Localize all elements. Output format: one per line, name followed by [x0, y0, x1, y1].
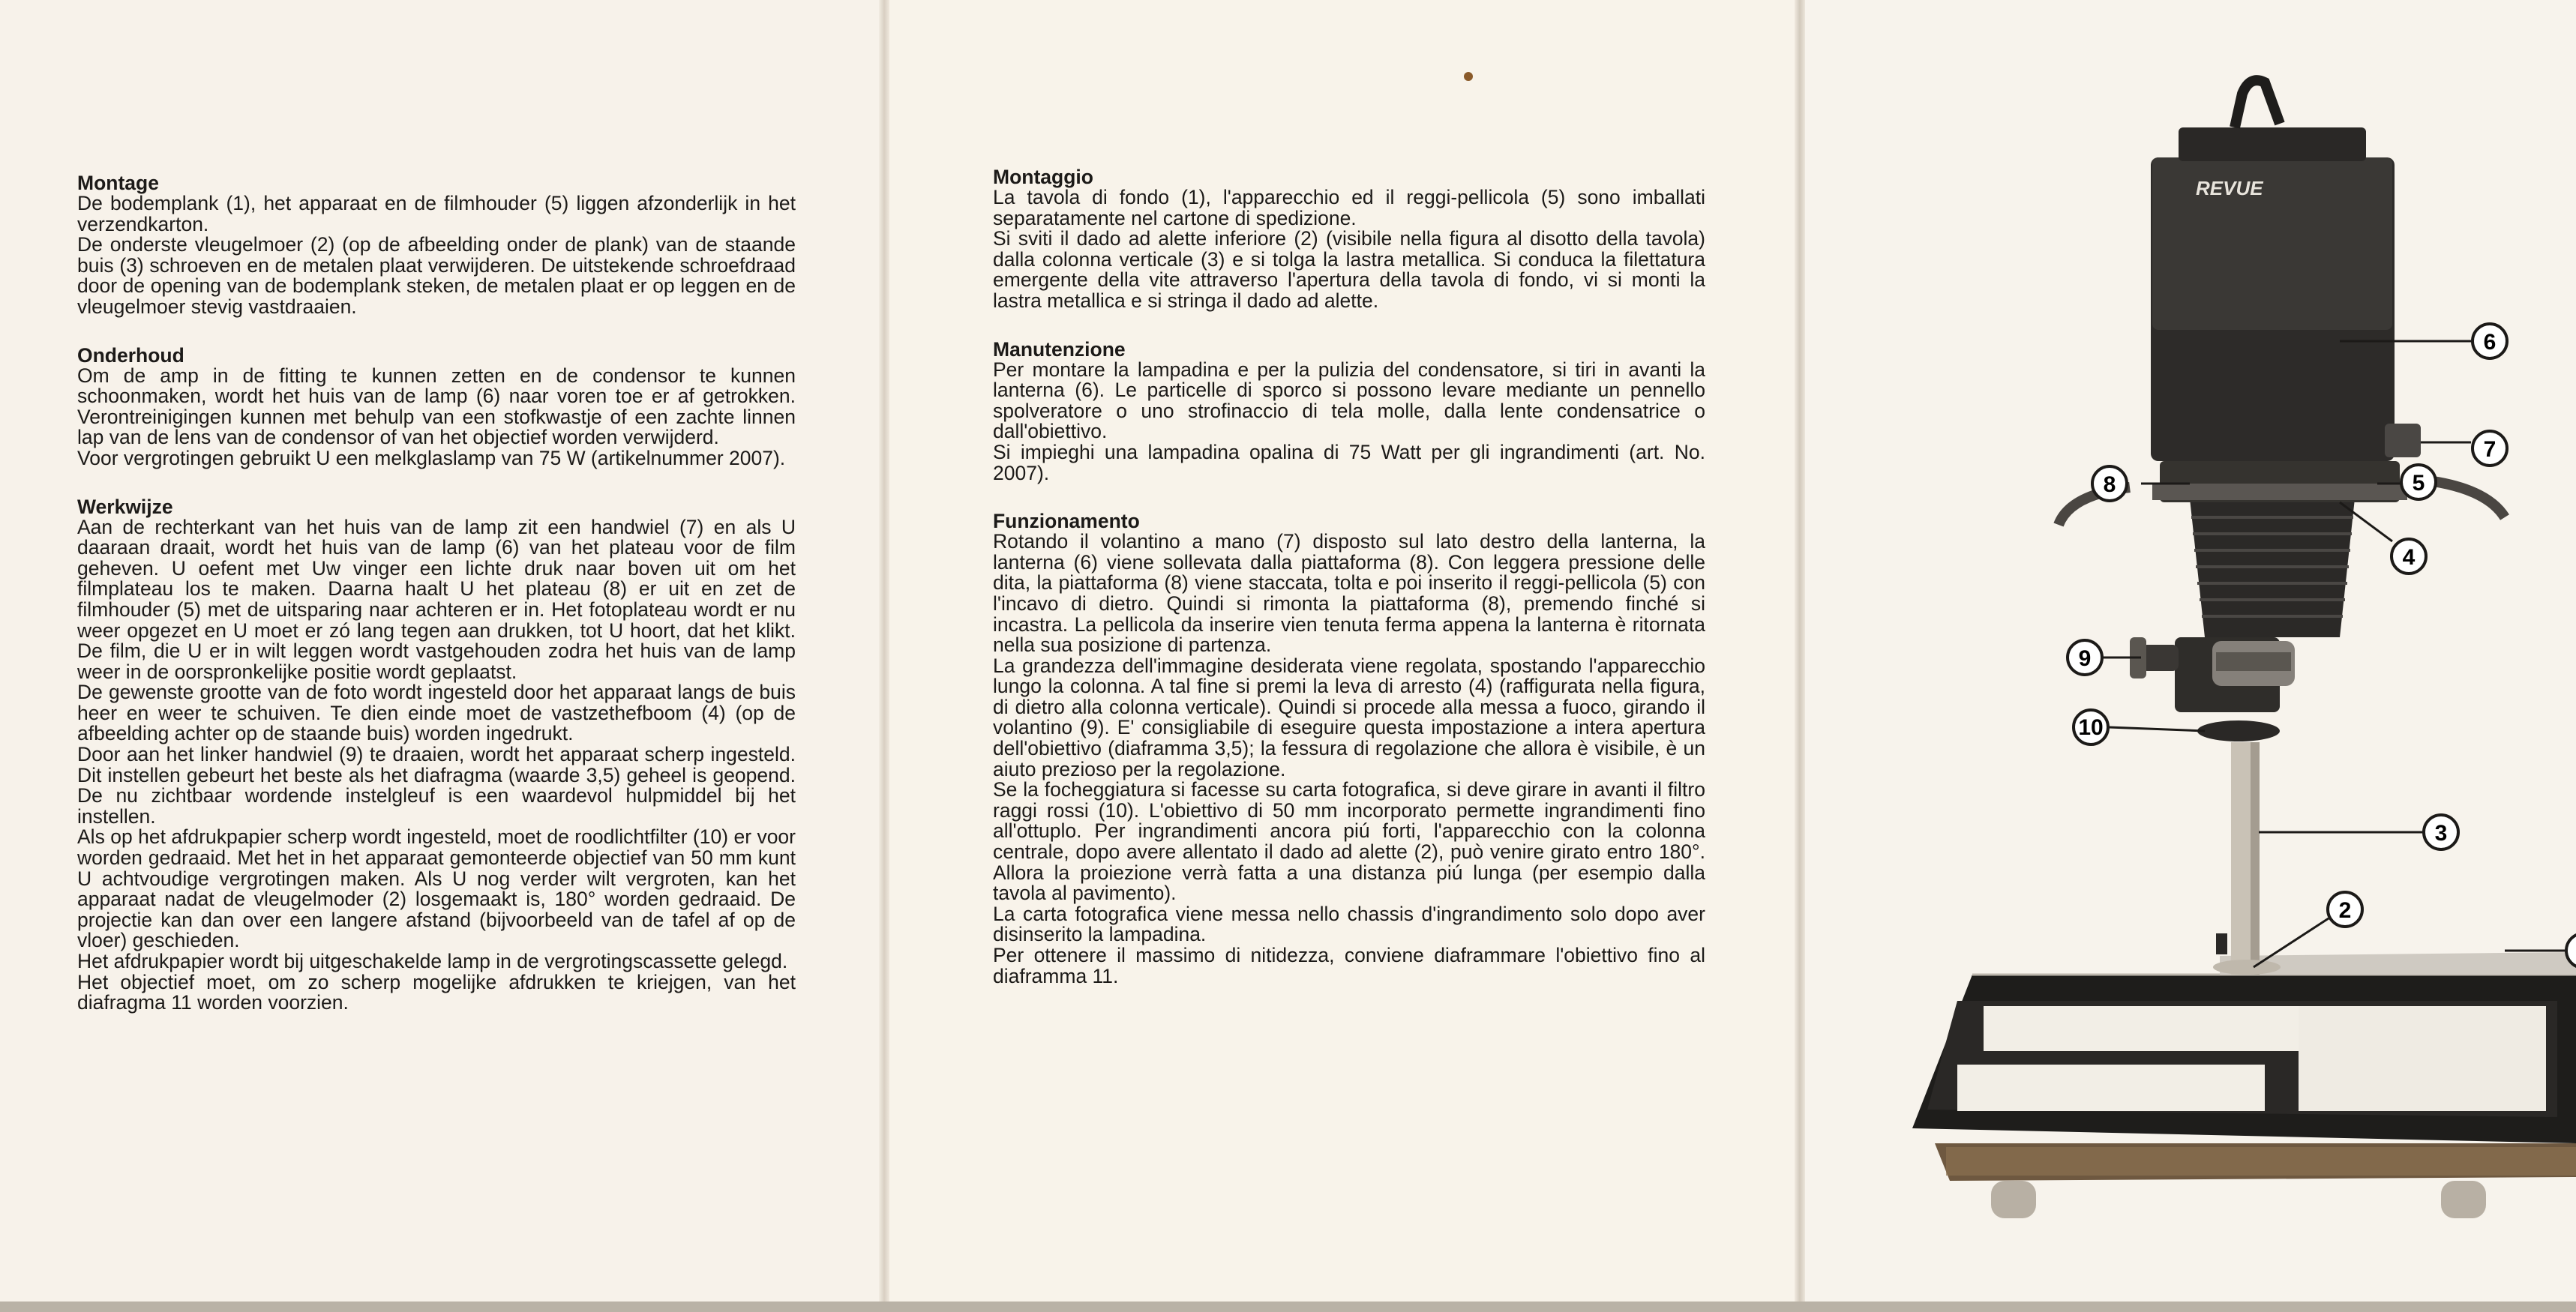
paragraph: La carta fotografica viene messa nello chassis d'ingrandimento solo dopo aver disinserito la lampadina.: [993, 902, 1705, 946]
foot-right: [2441, 1181, 2486, 1218]
svg-text:9: 9: [2078, 646, 2092, 671]
column: [2213, 742, 2281, 975]
paragraph: Om de amp in de fitting te kunnen zetten en de condensor te kunnen schoonmaken, wordt het huis van de lamp (6) naar voren toe er af getrokken. Verontreinigingen kunnen met behulp van een stofkwastje of een zachte linnen lap van de lens van de condensor of van het objectief worden verwijderd.: [77, 364, 796, 449]
svg-text:10: 10: [2078, 715, 2104, 740]
power-cable: [2235, 80, 2280, 127]
callout-2: [2328, 892, 2362, 927]
section-heading: Montaggio: [993, 166, 1093, 188]
section: [993, 339, 1705, 484]
section: [77, 496, 796, 1014]
easel-window-3: [2299, 1006, 2546, 1111]
callout-3: [2424, 815, 2458, 849]
paragraph: De onderste vleugelmoer (2) (op de afbeelding onder de plank) van de staande buis (3) schroeven en de metalen plaat verwijderen. De uitstekende schroefdraad door de opening van de bodemplank steken, de metalen plaat er op leggen en de vleugelmoer stevig vastdraaien.: [77, 233, 796, 318]
bellows: [2190, 499, 2355, 637]
paragraph: Se la focheggiatura si facesse su carta fotografica, si deve girare in avanti il filtro raggi rossi (10). L'obiettivo di 50 mm incorporato permette ingrandimenti fino all'ottuplo. Per ingrandimenti ancora piú forti, l'apparecchio con la colonna centrale, dopo avere allentato il dado ad alette (2), può venire girato entro 180°. Allora la proiezione verrà fatta a una distanza piú lunga (per esempio dalla tavola al pavimento).: [993, 778, 1705, 905]
brand-logo: REVUE: [2196, 177, 2263, 199]
paragraph: Aan de rechterkant van het huis van de lamp zit een handwiel (7) en als U daaraan draait, wordt het huis van de lamp (6) van het plateau voor de film geheven. U oefent met Uw vinger een lichte druk naar boven uit om het filmplateau los te maken. Daarna haalt U het plateau (8) er uit en zet de filmhouder (5) met de uitsparing naar achteren er in. Het fotoplateau wordt er nu weer opgezet en U moet er zó lang tegen aan drukken, tot U hoort, dat het klikt. De film, die U er in wilt leggen wordt vastgehouden zodra het huis van de lamp weer in de oorspronkelijke positie wordt geplaatst.: [77, 515, 796, 683]
easel-window-2: [1957, 1065, 2265, 1111]
focus-knob: [2141, 645, 2179, 671]
lamp-raise-wheel: [2385, 424, 2421, 457]
easel-window-1: [1984, 1006, 2299, 1051]
paragraph: La grandezza dell'immagine desiderata viene regolata, spostando l'apparecchio lungo la colonna. A tal fine si premi la leva di arresto (4) (raffigurata nella figura, di dietro alla colonna verticale). Quindi si procede alla messa a fuoco, girando il volantino (9). E' consigliabile di eseguire questa impostazione a intera apertura dell'obiettivo (diaframma 3,5); la fessura di regolazione che allora è visibile, è un aiuto prezioso per la regolazione.: [993, 654, 1705, 780]
paragraph: La tavola di fondo (1), l'apparecchio ed il reggi-pellicola (5) sono imballati separatamente nel cartone di spedizione.: [993, 186, 1705, 229]
dutch-panel: [0, 0, 885, 1312]
svg-text:4: 4: [2402, 545, 2416, 570]
scan-bottom-edge: [0, 1302, 2576, 1312]
section-heading: Manutenzione: [993, 337, 1126, 361]
section-heading: Onderhoud: [77, 343, 184, 367]
dutch-instructions: [77, 172, 796, 1041]
paragraph: Per montare la lampadina e per la pulizia del condensatore, si tiri in avanti la lanterna (6). Le particelle di sporco si possono levare mediante un pennello spolveratore o uno strofinaccio di tela molle, dalla lente condensatrice o dall'obiettivo.: [993, 358, 1705, 443]
paragraph: De gewenste grootte van de foto wordt ingesteld door het apparaat langs de buis heer en weer te schuiven. Te dien einde moet de vastzethefboom (4) (op de afbeelding achter op de staande buis) worden ingedrukt.: [77, 681, 796, 745]
paragraph: Per ottenere il massimo di nitidezza, conviene diaframmare l'obiettivo fino al diaframma 11.: [993, 944, 1705, 987]
section: [77, 345, 796, 469]
callout-7: [2473, 431, 2507, 466]
paragraph: De bodemplank (1), het apparaat en de filmhouder (5) liggen afzonderlijk in het verzendkarton.: [77, 192, 796, 235]
lens-assembly: [2130, 637, 2295, 741]
paper-stain: [1464, 72, 1473, 81]
paragraph: Si sviti il dado ad alette inferiore (2) (visibile nella figura al disotto della tavola) dalla colonna verticale (3) e si tolga la lastra metallica. Si conduca la filettatura emergente della vite attraverso l'apertura della tavola di fondo, vi si monti la lastra metallica e si stringa il dado ad alette.: [993, 227, 1705, 312]
paragraph: Voor vergrotingen gebruikt U een melkglaslamp van 75 W (artikelnummer 2007).: [77, 446, 786, 469]
svg-text:7: 7: [2483, 437, 2497, 462]
paragraph: Rotando il volantino a mano (7) disposto sul lato destro della lanterna, la lanterna (6) viene sollevata dalla piattaforma (8). Con leggera pressione delle dita, la piattaforma (8) viene staccata, tolta e poi inserito il reggi-pellicola (5) con l'incavo di dietro. Quindi si rimonta la piattaforma (8), premendo finché si incastra. La pellicola da inserire vien tenuta ferma appena la lanterna è ritornata nella sua posizione di partenza.: [993, 530, 1705, 657]
section-heading: Montage: [77, 172, 159, 194]
baseboard: [1935, 1143, 2576, 1218]
svg-text:3: 3: [2434, 821, 2448, 846]
section: [993, 166, 1705, 312]
enlarger-illustration: [1800, 0, 2576, 1312]
paragraph: Het objectief moet, om zo scherp mogelijke afdrukken te kriejgen, van het diafragma 11 worden voorzien.: [77, 970, 796, 1014]
italian-instructions: [993, 166, 1705, 1014]
callout-8: [2092, 466, 2127, 501]
red-filter: [2197, 720, 2280, 741]
svg-text:5: 5: [2412, 471, 2425, 496]
paragraph: Als op het afdrukpapier scherp wordt ingesteld, moet de roodlichtfilter (10) er voor worden gedraaid. Met het in het apparaat gemonteerde objectief van 50 mm kunt U achtvoudige vergrotingen maken. Als U nog verder wilt vergroten, kan het apparaat nadat de vleugelmoder (2) losgemaakt is, 180° worden gedraaid. De projectie kan dan over een langere afstand (bijvoorbeeld van de tafel af op de vloer) geschieden.: [77, 825, 796, 952]
figure-panel: [1800, 0, 2576, 1312]
fold-line-1: [879, 0, 889, 1312]
italian-panel: [885, 0, 1800, 1312]
svg-text:2: 2: [2338, 898, 2352, 923]
callout-5: [2401, 465, 2436, 499]
section-heading: Funzionamento: [993, 510, 1140, 533]
callout-9: [2068, 640, 2102, 675]
section-heading: Werkwijze: [77, 495, 173, 518]
lamp-house: [2151, 80, 2421, 461]
foot-left: [1991, 1181, 2036, 1218]
paragraph: Het afdrukpapier wordt bij uitgeschakelde lamp in de vergrotingscassette gelegd.: [77, 950, 788, 972]
svg-text:6: 6: [2483, 330, 2497, 355]
easel: [1912, 952, 2576, 1143]
fold-line-2: [1795, 0, 1805, 1312]
callout-6: [2473, 324, 2507, 358]
paragraph: Door aan het linker handwiel (9) te draaien, wordt het apparaat scherp ingesteld. Dit instellen gebeurt het beste als het diafragma (waarde 3,5) geheel is geopend. De nu zichtbaar wordende instelgleuf is een waardevol hulpmiddel bij het instellen.: [77, 743, 796, 828]
callout-10: [2074, 710, 2108, 744]
section: [77, 172, 796, 318]
callout-4: [2392, 539, 2426, 574]
paragraph: Si impieghi una lampadina opalina di 75 Watt per gli ingrandimenti (art. No. 2007).: [993, 440, 1705, 484]
svg-text:8: 8: [2103, 472, 2116, 497]
section: [993, 511, 1705, 987]
